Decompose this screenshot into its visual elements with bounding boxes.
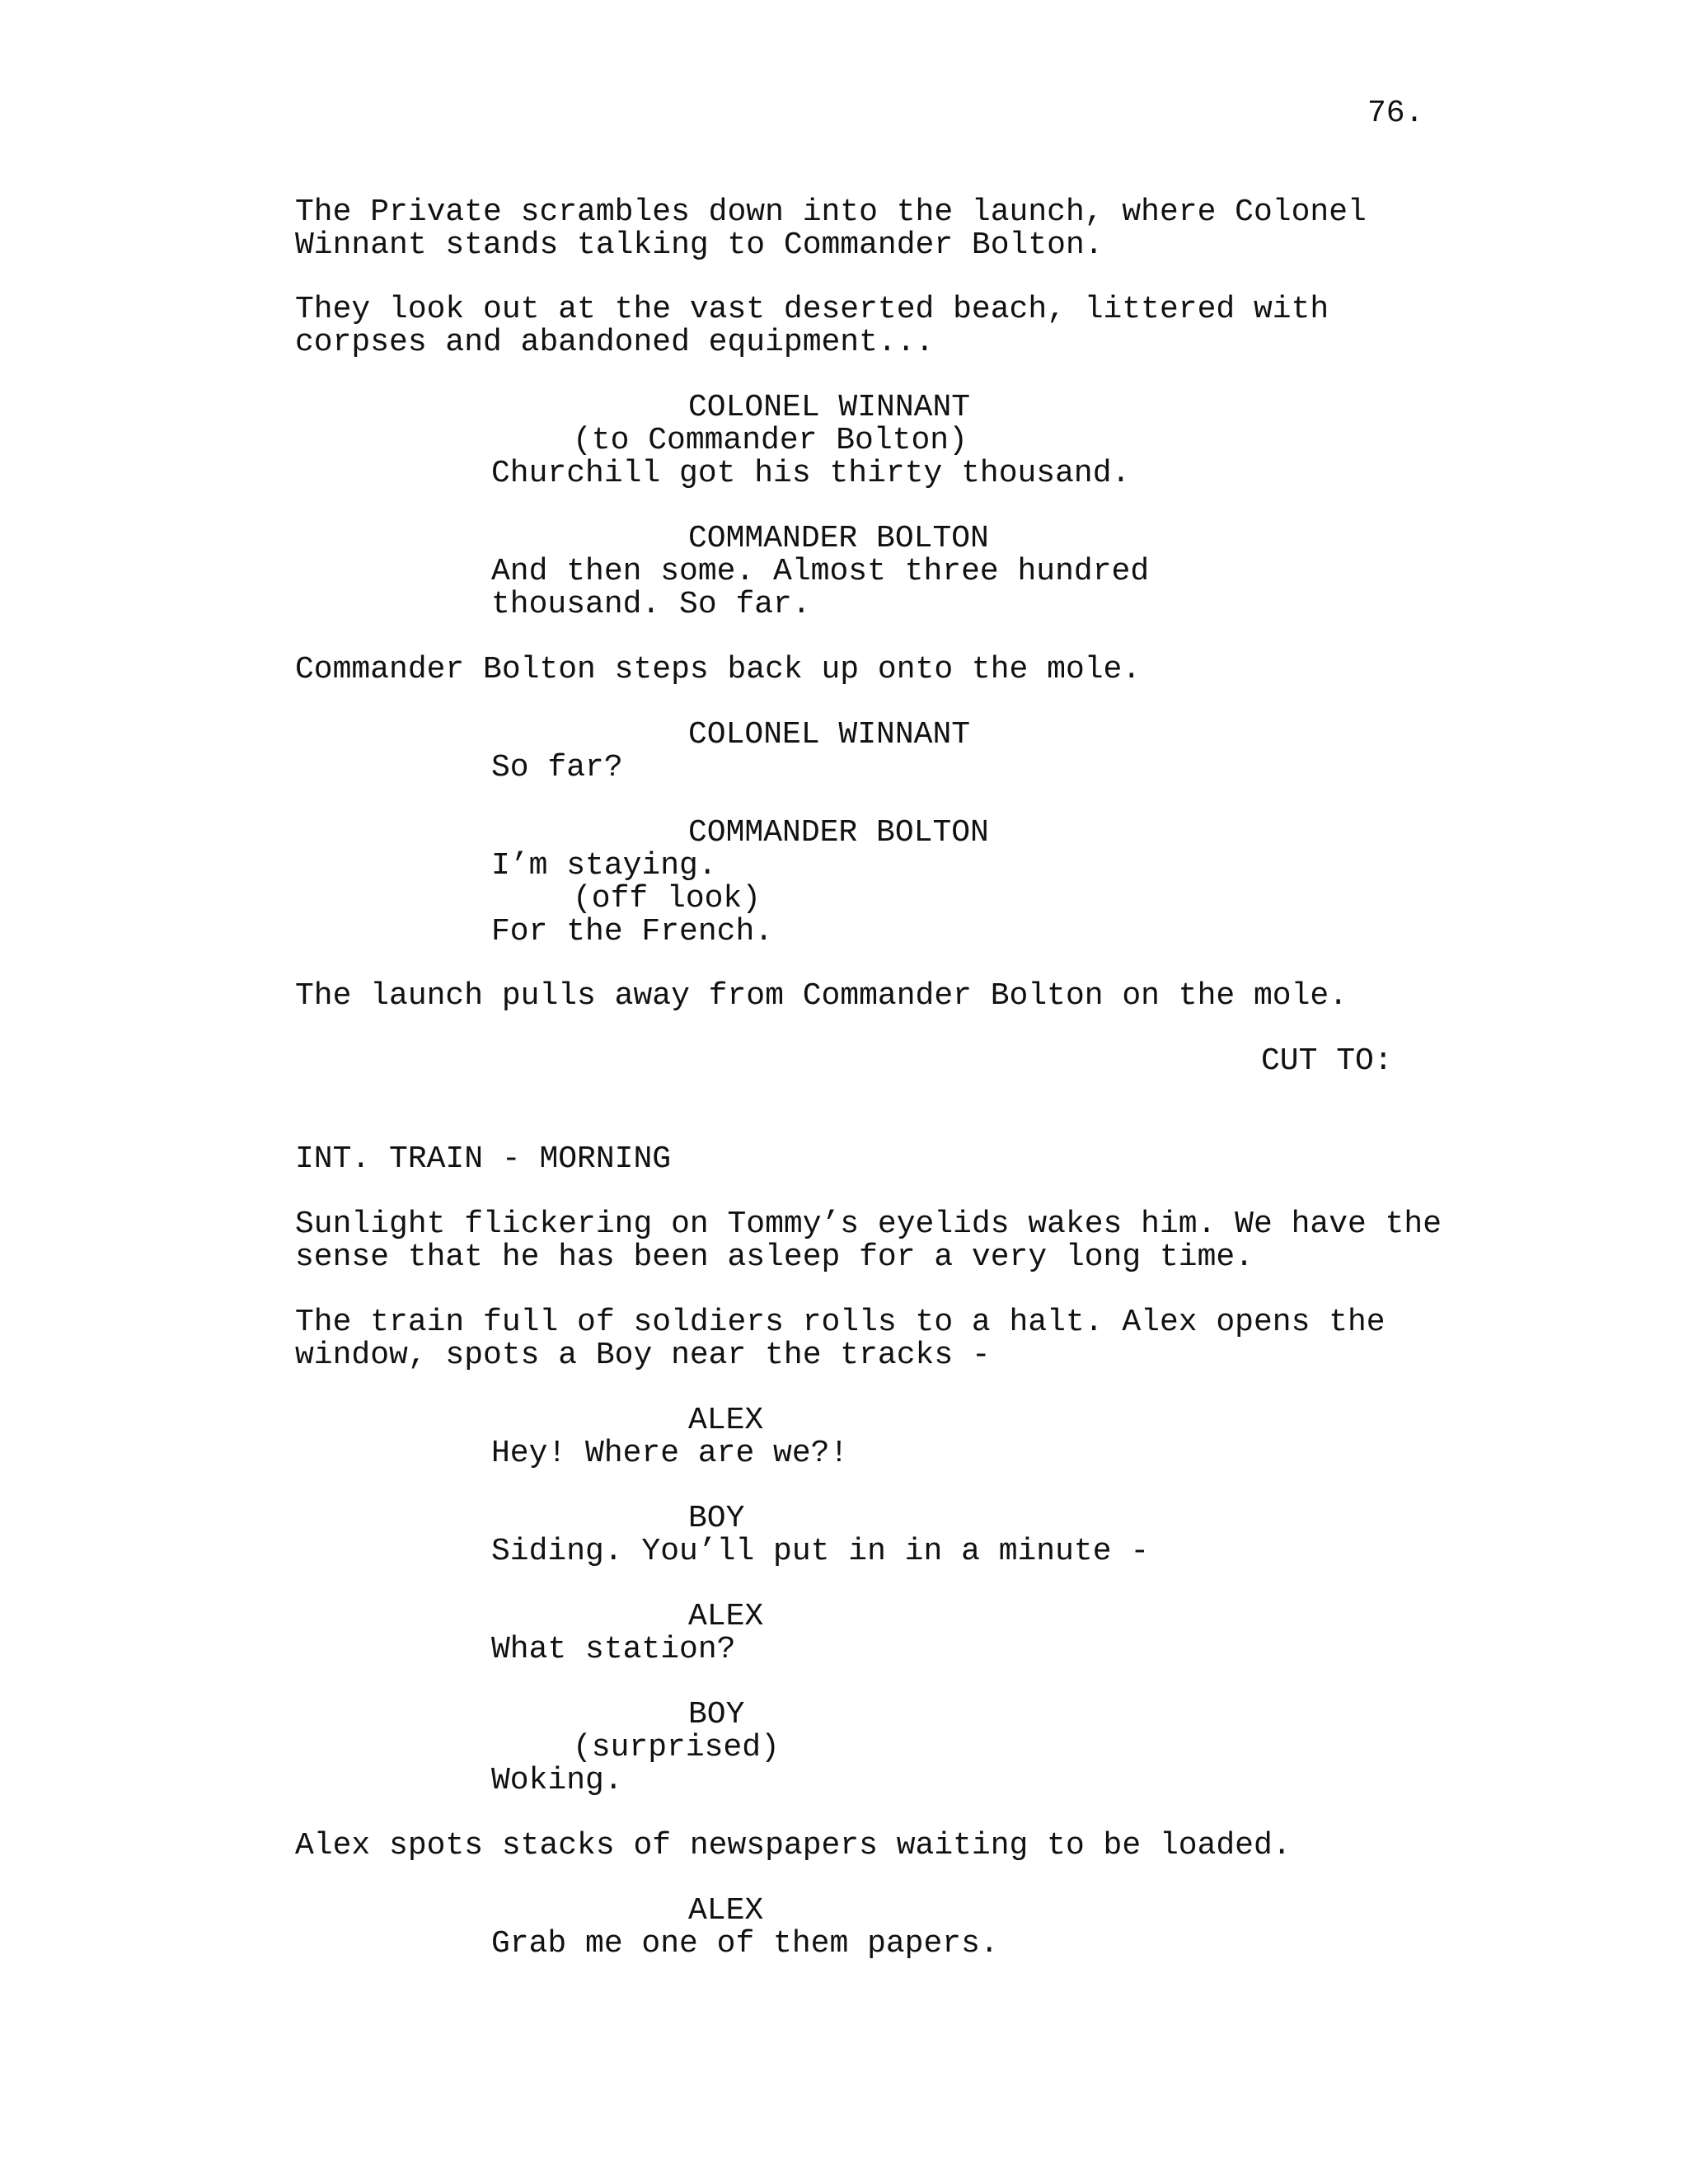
action-line: Winnant stands talking to Commander Bolton. [295,227,1104,263]
dialogue-line: Hey! Where are we?! [491,1436,849,1471]
dialogue-line: And then some. Almost three hundred [491,554,1150,589]
parenthetical: (surprised) [573,1730,780,1765]
character-name: ALEX [688,1403,764,1438]
page-number: 76. [1367,96,1424,131]
character-name: ALEX [688,1893,764,1929]
parenthetical: (to Commander Bolton) [573,423,968,458]
dialogue-line: I’m staying. [491,848,717,883]
action-line: corpses and abandoned equipment... [295,325,935,360]
dialogue-line: thousand. So far. [491,587,811,622]
action-line: The launch pulls away from Commander Bolton on the mole. [295,978,1348,1014]
action-line: Commander Bolton steps back up onto the mole. [295,652,1142,687]
action-line: Sunlight flickering on Tommy’s eyelids wakes him. We have the [295,1207,1442,1242]
character-name: COMMANDER BOLTON [688,521,989,556]
dialogue-line: Grab me one of them papers. [491,1926,999,1961]
character-name: ALEX [688,1599,764,1634]
character-name: BOY [688,1501,745,1536]
action-line: Alex spots stacks of newspapers waiting to be loaded. [295,1828,1292,1863]
character-name: BOY [688,1697,745,1732]
action-line: They look out at the vast deserted beach, littered with [295,292,1329,327]
dialogue-line: For the French. [491,914,774,949]
dialogue-line: So far? [491,750,623,785]
dialogue-line: What station? [491,1632,736,1667]
character-name: COMMANDER BOLTON [688,815,989,851]
dialogue-line: Woking. [491,1763,623,1798]
dialogue-line: Siding. You’ll put in in a minute - [491,1534,1150,1569]
action-line: window, spots a Boy near the tracks - [295,1338,991,1373]
character-name: COLONEL WINNANT [688,390,971,425]
parenthetical: (off look) [573,881,762,916]
action-line: The Private scrambles down into the launch, where Colonel [295,194,1367,230]
action-line: sense that he has been asleep for a very long time. [295,1240,1254,1275]
character-name: COLONEL WINNANT [688,717,971,752]
scene-heading: INT. TRAIN - MORNING [295,1141,672,1177]
action-line: The train full of soldiers rolls to a halt. Alex opens the [295,1305,1386,1340]
dialogue-line: Churchill got his thirty thousand. [491,456,1131,491]
transition: CUT TO: [1261,1043,1393,1079]
